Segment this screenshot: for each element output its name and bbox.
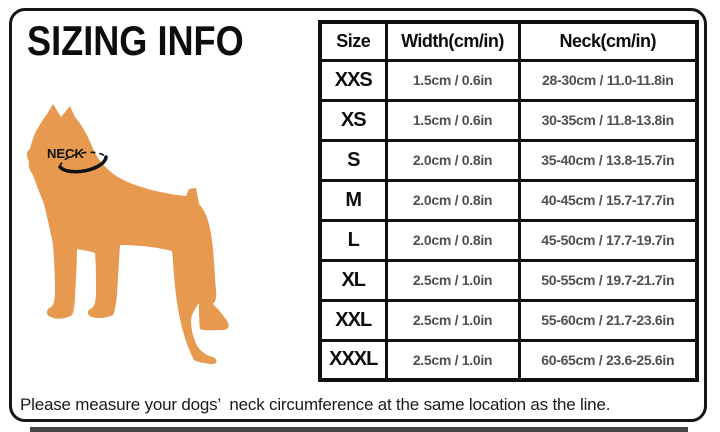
width-cell: 2.5cm / 1.0in xyxy=(386,300,519,340)
neck-cell: 35-40cm / 13.8-15.7in xyxy=(519,140,697,180)
page-title: SIZING INFO xyxy=(27,17,244,64)
size-cell: XL xyxy=(320,260,386,300)
table-row xyxy=(320,220,697,260)
table-row xyxy=(320,100,697,140)
neck-cell: 55-60cm / 21.7-23.6in xyxy=(519,300,697,340)
bottom-edge-strip xyxy=(30,427,688,432)
neck-label: NECK xyxy=(47,146,84,161)
width-cell: 1.5cm / 0.6in xyxy=(386,100,519,140)
dog-body-shape xyxy=(27,104,229,364)
table-row xyxy=(320,140,697,180)
table-row xyxy=(320,300,697,340)
width-cell: 1.5cm / 0.6in xyxy=(386,60,519,100)
neck-cell: 50-55cm / 19.7-21.7in xyxy=(519,260,697,300)
neck-cell: 30-35cm / 11.8-13.8in xyxy=(519,100,697,140)
size-cell: M xyxy=(320,180,386,220)
table-row xyxy=(320,260,697,300)
table-row xyxy=(320,60,697,100)
header-neck: Neck(cm/in) xyxy=(519,22,697,60)
dog-silhouette xyxy=(22,98,242,368)
neck-cell: 45-50cm / 17.7-19.7in xyxy=(519,220,697,260)
table-row xyxy=(320,340,697,380)
width-cell: 2.5cm / 1.0in xyxy=(386,340,519,380)
measurement-instruction: Please measure your dogs’ neck circumference at the same location as the line. xyxy=(20,395,611,414)
table-header-row xyxy=(320,22,697,60)
size-cell: L xyxy=(320,220,386,260)
width-cell: 2.0cm / 0.8in xyxy=(386,140,519,180)
dog-illustration xyxy=(22,98,242,368)
width-cell: 2.0cm / 0.8in xyxy=(386,180,519,220)
header-size: Size xyxy=(320,22,386,60)
width-cell: 2.0cm / 0.8in xyxy=(386,220,519,260)
sizing-table xyxy=(318,20,699,382)
size-cell: XS xyxy=(320,100,386,140)
neck-cell: 60-65cm / 23.6-25.6in xyxy=(519,340,697,380)
width-cell: 2.5cm / 1.0in xyxy=(386,260,519,300)
table-row xyxy=(320,180,697,220)
neck-cell: 40-45cm / 15.7-17.7in xyxy=(519,180,697,220)
size-cell: XXXL xyxy=(320,340,386,380)
size-cell: XXL xyxy=(320,300,386,340)
size-cell: S xyxy=(320,140,386,180)
neck-cell: 28-30cm / 11.0-11.8in xyxy=(519,60,697,100)
size-cell: XXS xyxy=(320,60,386,100)
header-width: Width(cm/in) xyxy=(386,22,519,60)
